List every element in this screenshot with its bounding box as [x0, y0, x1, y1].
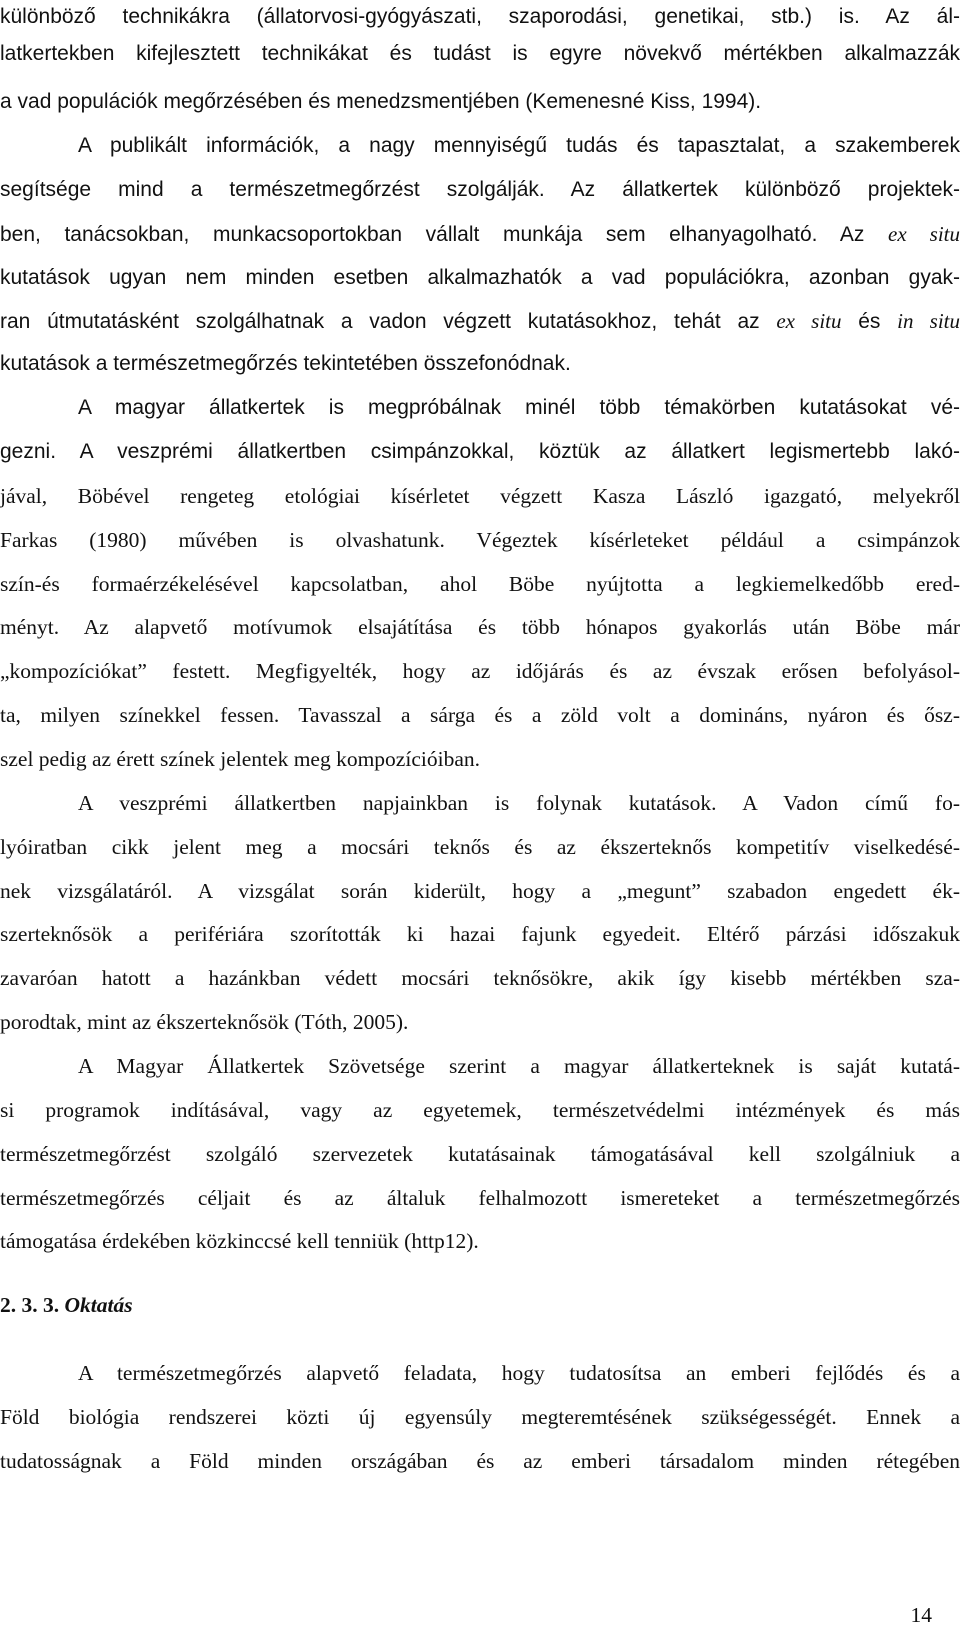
italic-term: ex situ [888, 222, 960, 246]
text-line: A magyar állatkertek is megpróbálnak minél több témakörben kutatásokat vé- [78, 396, 960, 419]
italic-term: ex situ [776, 309, 842, 333]
italic-term: in situ [897, 309, 960, 333]
text-line: A publikált információk, a nagy mennyiségű tudás és tapasztalat, a szakemberek [78, 134, 960, 157]
text-line: latkertekben kifejlesztett technikákat és tudást is egyre növekvő mértékben alkalmazzák [0, 42, 960, 65]
section-number: 2. 3. 3. [0, 1293, 60, 1317]
text-line: kutatások a természetmegőrzés tekintetében összefonódnak. [0, 352, 571, 375]
text-line: tudatosságnak a Föld minden országában és az emberi társadalom minden rétegében [0, 1449, 960, 1473]
text-line: A természetmegőrzés alapvető feladata, hogy tudatosítsa an emberi fejlődés és a [78, 1361, 960, 1385]
text-line: szín-és formaérzékelésével kapcsolatban, ahol Böbe nyújtotta a legkiemelkedőbb ered- [0, 572, 960, 596]
section-heading [0, 1290, 133, 1320]
text-line: gezni. A veszprémi állatkertben csimpánzokkal, köztük az állatkert legismertebb lakó- [0, 440, 960, 463]
text-line: ményt. Az alapvető motívumok elsajátítása és több hónapos gyakorlás után Böbe már [0, 615, 960, 639]
text-line: si programok indításával, vagy az egyetemek, természetvédelmi intézmények és más [0, 1098, 960, 1122]
page-number: 14 [910, 1603, 932, 1627]
text-line: nek vizsgálatáról. A vizsgálat során kiderült, hogy a „megunt” szabadon engedett ék- [0, 879, 960, 903]
text-line: „kompozíciókat” festett. Megfigyelték, hogy az időjárás és az évszak erősen befolyásol- [0, 659, 960, 683]
text-line: Farkas (1980) művében is olvashatunk. Végeztek kísérleteket például a csimpánzok [0, 528, 960, 552]
text-line: szel pedig az érett színek jelentek meg kompozícióiban. [0, 747, 480, 771]
text-line: A Magyar Állatkertek Szövetsége szerint a magyar állatkerteknek is saját kutatá- [78, 1054, 960, 1078]
text-line: különböző technikákra (állatorvosi-gyógyászati, szaporodási, genetikai, stb.) is. Az ál- [0, 5, 960, 28]
text-segment: ben, tanácsokban, munkacsoportokban vállalt munkája sem elhanyagolható. [0, 223, 818, 246]
text-segment: Az [817, 223, 888, 246]
text-line: lyóiratban cikk jelent meg a mocsári teknős és az ékszerteknős kompetitív viselkedésé- [0, 835, 960, 859]
text-line: segítsége mind a természetmegőrzést szolgálják. Az állatkertek különböző projektek- [0, 178, 960, 201]
text-line: Föld biológia rendszerei közti új egyensúly megteremtésének szükségességét. Ennek a [0, 1405, 960, 1429]
text-line: kutatások ugyan nem minden esetben alkalmazhatók a vad populációkra, azonban gyak- [0, 266, 960, 289]
text-line: természetmegőrzést szolgáló szervezetek kutatásainak támogatásával kell szolgálniuk a [0, 1142, 960, 1166]
text-line [0, 306, 960, 337]
text-line: jával, Böbével rengeteg etológiai kísérletet végzett Kasza László igazgató, melyekről [0, 484, 960, 508]
text-segment: ran útmutatásként szolgálhatnak a vadon végzett kutatásokhoz, tehát az [0, 310, 777, 333]
text-line: zavaróan hatott a hazánkban védett mocsári teknősökre, akik így kisebb mértékben sza- [0, 966, 960, 990]
text-line [0, 219, 960, 250]
text-line: szerteknősök a perifériára szorították ki hazai fajunk egyedeit. Eltérő párzási időszakuk [0, 922, 960, 946]
text-line: támogatása érdekében közkinccsé kell tenniük (http12). [0, 1229, 479, 1253]
text-line: a vad populációk megőrzésében és menedzsmentjében (Kemenesné Kiss, 1994). [0, 90, 762, 113]
text-segment: és [841, 310, 898, 333]
text-line: természetmegőrzés céljait és az általuk felhalmozott ismereteket a természetmegőrzés [0, 1186, 960, 1210]
section-title: Oktatás [64, 1293, 133, 1317]
text-line: A veszprémi állatkertben napjainkban is folynak kutatások. A Vadon című fo- [78, 791, 960, 815]
text-line: porodtak, mint az ékszerteknősök (Tóth, 2005). [0, 1010, 409, 1034]
text-line: ta, milyen színekkel fessen. Tavasszal a sárga és a zöld volt a domináns, nyáron és ősz- [0, 703, 960, 727]
